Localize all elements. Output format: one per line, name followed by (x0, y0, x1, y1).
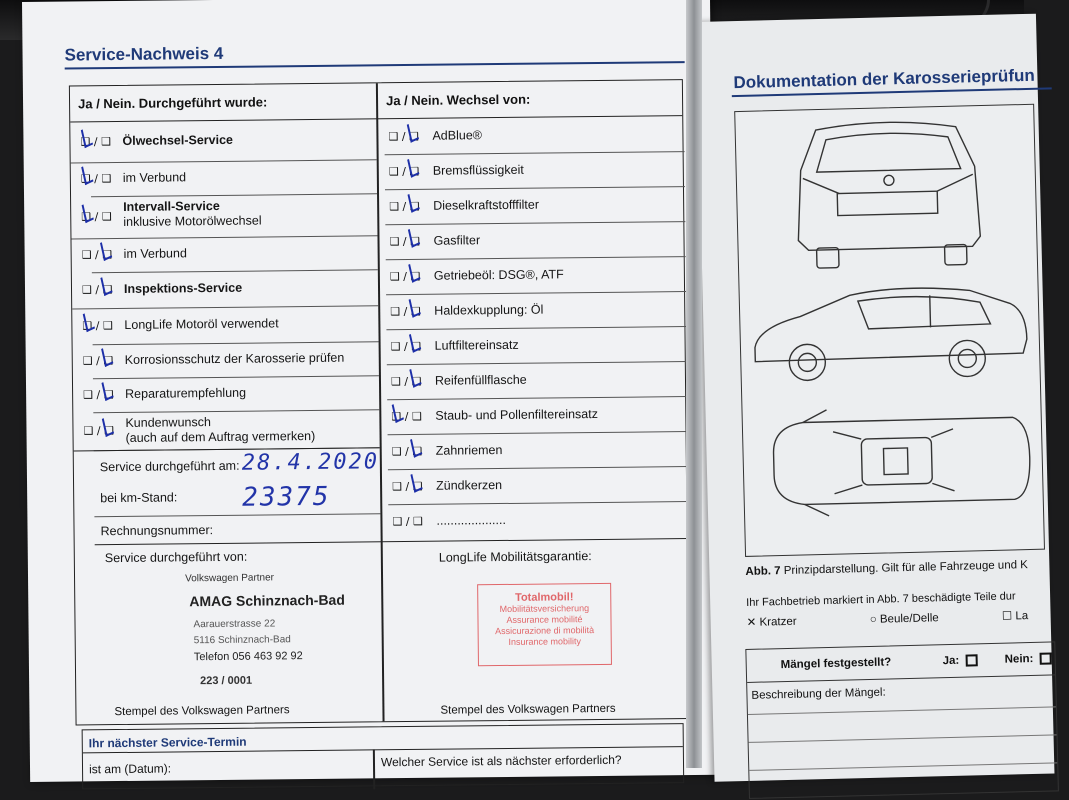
row-divider (388, 466, 688, 470)
left-page (22, 0, 718, 782)
service-date-label: Service durchgeführt am: (99, 458, 240, 475)
left-item-label: im Verbund (123, 246, 187, 261)
car-diagram (734, 104, 1045, 557)
next-service-question: Welcher Service ist als nächster erforderlich? (380, 752, 622, 770)
cross-icon: ✕ (746, 616, 757, 629)
checkbox-pair[interactable]: ❑ / ❑ (389, 269, 421, 283)
left-item-label: im Verbund (122, 170, 187, 185)
right-page-title: Dokumentation der Karosserieprüfun (733, 65, 1035, 93)
km-label: bei km-Stand: (100, 490, 178, 506)
column-divider (376, 83, 384, 721)
left-item-label: Intervall-Service (123, 198, 220, 214)
dealer-stamp-street: Aarauerstrasse 22 (193, 618, 276, 631)
divider (748, 706, 1056, 715)
right-item-label: Haldexkupplung: Öl (434, 302, 544, 318)
km-value: 23375 (242, 481, 331, 513)
divider (749, 734, 1057, 743)
instruction-text: Ihr Fachbetrieb markiert in Abb. 7 beschädigte Teile dur (746, 590, 1016, 609)
mobility-stamp-line: Assicurazione di mobilità (495, 625, 595, 637)
row-divider (71, 235, 377, 239)
service-table (69, 79, 690, 725)
row-divider (386, 256, 686, 260)
service-by-label: Service durchgeführt von: (104, 549, 248, 566)
checkbox-pair[interactable]: ❑ / ❑ (390, 304, 421, 318)
legend-l: La (1015, 610, 1029, 623)
right-item-label: Zahnriemen (435, 442, 503, 458)
row-divider (386, 326, 686, 330)
right-item-label: Luftfiltereinsatz (434, 337, 519, 353)
row-divider (71, 159, 377, 163)
row-divider (385, 151, 685, 155)
defects-yes (943, 654, 978, 667)
row-divider (93, 409, 379, 413)
row-divider (385, 186, 685, 190)
checkbox-pair[interactable]: ❑ / ❑ (81, 210, 112, 224)
right-item-label: .................... (436, 512, 506, 528)
legend (747, 608, 1029, 629)
checkbox-pair[interactable]: ❑ / ❑ (83, 388, 114, 402)
right-item-label: Bremsflüssigkeit (432, 162, 524, 178)
column-divider (373, 749, 375, 789)
stamp-left-label: Stempel des Volkswagen Partners (114, 704, 290, 719)
mobility-stamp-line: Mobilitätsversicherung (499, 603, 590, 615)
left-item-label: LongLife Motoröl verwendet (124, 316, 279, 332)
header-left: Ja / Nein. Durchgeführt wurde: (77, 94, 268, 112)
checkbox-pair[interactable]: ❑ / ❑ (80, 172, 112, 186)
defects-no (1005, 653, 1052, 666)
right-item-label: Getriebeöl: DSG®, ATF (433, 266, 564, 283)
checkbox-pair[interactable]: ❑ / ❑ (82, 319, 113, 333)
row-divider (386, 291, 686, 295)
description-label: Beschreibung der Mängel: (751, 686, 886, 702)
row-divider (91, 193, 377, 197)
dealer-stamp-phone: Telefon 056 463 92 92 (193, 650, 303, 664)
left-item-label: Inspektions-Service (123, 280, 243, 296)
checkbox-pair[interactable]: ❑ / ❑ (391, 444, 423, 458)
nein-checkbox[interactable] (1039, 653, 1051, 665)
right-item-label: Dieselkraftstofffilter (433, 197, 540, 213)
defects-box (745, 641, 1059, 799)
checkbox-pair[interactable]: ❑ / ❑ (388, 129, 419, 143)
header-right: Ja / Nein. Wechsel von: (385, 91, 531, 109)
checkbox-pair[interactable]: ❑ / ❑ (82, 354, 114, 368)
checkbox-pair[interactable]: ❑ / ❑ (390, 339, 422, 353)
book-gutter (686, 0, 702, 768)
row-divider (388, 501, 688, 505)
right-item-label: Staub- und Pollenfiltereinsatz (435, 406, 599, 423)
right-item-label: Zündkerzen (436, 477, 503, 493)
row-divider (387, 396, 687, 400)
next-service-title: Ihr nächster Service-Termin (88, 734, 247, 751)
row-divider (388, 431, 688, 435)
ja-checkbox[interactable] (965, 654, 977, 666)
ja-label: Ja: (942, 654, 960, 668)
mobility-stamp-line: Assurance mobilité (506, 614, 583, 625)
checkbox-pair[interactable]: ❑ / ❑ (388, 164, 420, 178)
mobility-label: LongLife Mobilitätsgarantie: (438, 549, 592, 565)
right-page (696, 14, 1054, 782)
right-item-label: Reifenfüllflasche (434, 372, 527, 388)
checkbox-pair[interactable]: ❑ / ❑ (389, 234, 421, 248)
legend-beule: Beule/Delle (879, 612, 939, 626)
left-item-sublabel: inklusive Motorölwechsel (123, 213, 262, 229)
stamp-right-label: Stempel des Volkswagen Partners (440, 702, 616, 717)
checkbox-pair[interactable]: ❑ / ❑ (391, 409, 422, 423)
dealer-stamp-line1: Volkswagen Partner (184, 572, 275, 585)
car-outline-drawing (735, 105, 1046, 558)
square-icon: ☐ (1001, 610, 1013, 623)
nein-label: Nein: (1004, 652, 1034, 666)
defects-label: Mängel festgestellt? (780, 656, 892, 672)
mobility-stamp-line: Insurance mobility (508, 636, 582, 647)
row-divider (387, 361, 687, 365)
right-item-label: AdBlue® (432, 127, 483, 143)
checkbox-pair[interactable]: ❑ / ❑ (80, 135, 111, 149)
dealer-stamp-name: AMAG Schinznach-Bad (189, 591, 345, 610)
table-header (70, 80, 682, 122)
divider (95, 538, 689, 545)
figure-caption (745, 559, 1028, 578)
checkbox-pair[interactable]: ❑ / ❑ (81, 283, 113, 297)
checkbox-pair[interactable]: ❑ / ❑ (390, 374, 422, 388)
invoice-label: Rechnungsnummer: (100, 523, 214, 539)
row-divider (93, 341, 379, 345)
mobility-stamp-title: Totalmobil! (514, 591, 574, 604)
legend-kratzer: Kratzer (759, 615, 797, 629)
checkbox-pair[interactable]: ❑ / ❑ (389, 199, 420, 213)
figure-number: Abb. 7 (745, 565, 781, 578)
left-item-label: Reparaturempfehlung (125, 385, 247, 401)
right-item-label: Gasfilter (433, 232, 481, 248)
checkbox-pair[interactable]: ❑ / ❑ (83, 424, 114, 438)
left-item-label: Ölwechsel-Service (122, 132, 234, 148)
checkbox-pair[interactable]: ❑ / ❑ (392, 514, 423, 528)
checkbox-pair[interactable]: ❑ / ❑ (392, 479, 423, 493)
dealer-stamp-number: 223 / 0001 (200, 674, 253, 688)
divider (749, 762, 1057, 771)
row-divider (93, 375, 379, 379)
divider (94, 513, 380, 517)
row-divider (92, 269, 378, 273)
page-title: Service-Nachweis 4 (64, 43, 224, 65)
dealer-stamp-city: 5116 Schinznach-Bad (193, 634, 291, 647)
checkbox-pair[interactable]: ❑ / ❑ (81, 248, 113, 262)
left-item-label: Korrosionsschutz der Karosserie prüfen (124, 350, 345, 367)
divider (747, 674, 1055, 683)
next-service-date-label: ist am (Datum): (88, 761, 172, 777)
mobility-stamp (477, 583, 612, 666)
service-date-value: 28.4.2020 (241, 449, 380, 476)
left-item-label: Kundenwunsch (125, 415, 211, 430)
left-item-sublabel: (auch auf dem Auftrag vermerken) (125, 428, 316, 445)
row-divider (72, 305, 378, 309)
row-divider (385, 221, 685, 225)
circle-icon: ○ (869, 613, 877, 626)
figure-caption-text: Prinzipdarstellung. Gilt für alle Fahrzeuge und K (783, 559, 1029, 578)
next-service-box (82, 723, 685, 789)
